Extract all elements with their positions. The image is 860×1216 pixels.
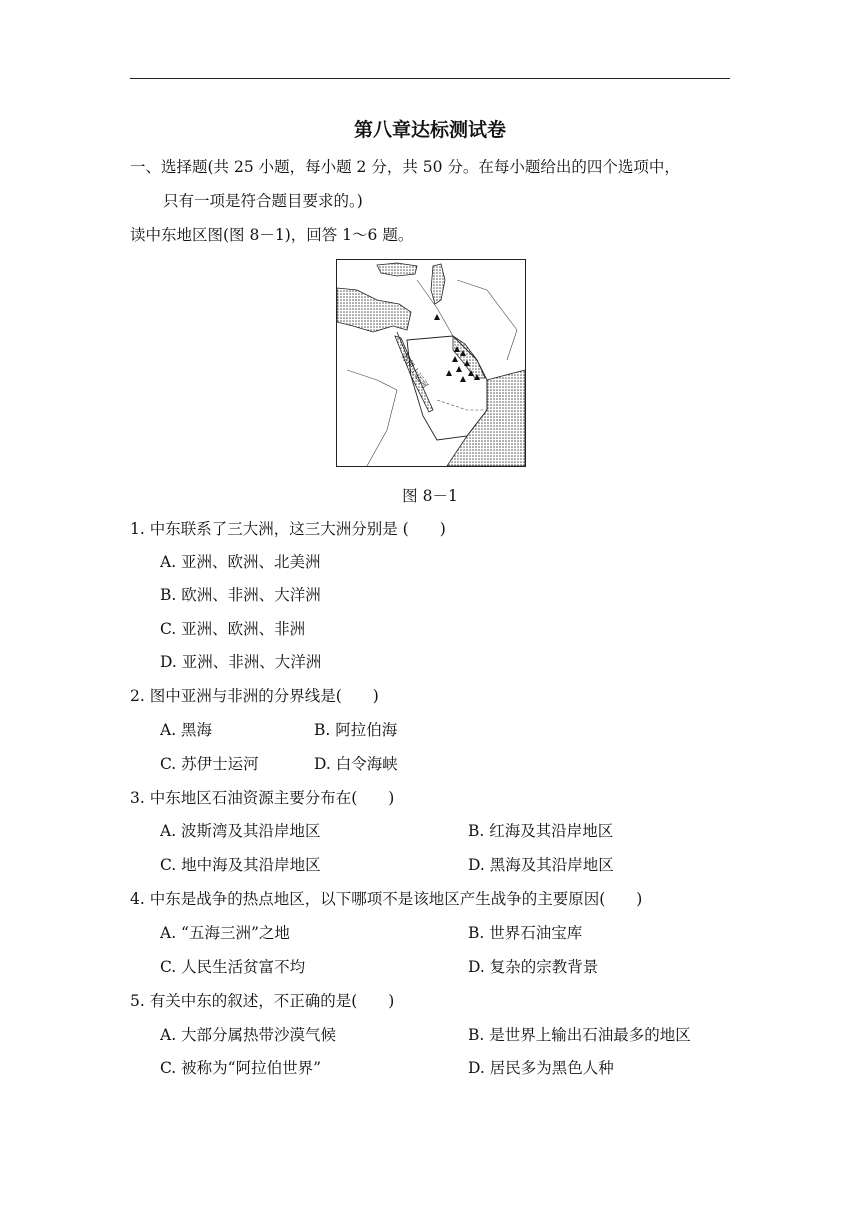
question-4-option-c: C. 人民生活贫富不均 <box>160 958 306 976</box>
question-4-option-b: B. 世界石油宝库 <box>468 924 583 942</box>
figure-caption: 图 8－1 <box>402 487 458 505</box>
intro-text: 读中东地区图(图 8－1)，回答 1～6 题。 <box>130 226 414 244</box>
question-2-option-b: B. 阿拉伯海 <box>314 721 398 739</box>
section-header-line1: 一、选择题(共 25 小题，每小题 2 分，共 50 分。在每小题给出的四个选项中， <box>130 158 680 176</box>
question-3-option-a: A. 波斯湾及其沿岸地区 <box>160 822 321 840</box>
question-2-option-c: C. 苏伊士运河 <box>160 755 259 773</box>
question-2-option-d: D. 白令海峡 <box>314 755 398 773</box>
question-1-option-d: D. 亚洲、非洲、大洋洲 <box>160 653 322 671</box>
question-1-option-b: B. 欧洲、非洲、大洋洲 <box>160 586 321 604</box>
question-5-option-a: A. 大部分属热带沙漠气候 <box>160 1026 337 1044</box>
question-2-stem: 2. 图中亚洲与非洲的分界线是( ) <box>130 687 379 705</box>
question-1-option-a: A. 亚洲、欧洲、北美洲 <box>160 553 321 571</box>
header-rule <box>130 78 730 79</box>
suez-canal-label: 苏伊士运河 <box>399 351 430 390</box>
middle-east-map <box>336 259 526 467</box>
question-3-option-b: B. 红海及其沿岸地区 <box>468 822 614 840</box>
question-2-option-a: A. 黑海 <box>160 721 213 739</box>
question-5-stem: 5. 有关中东的叙述，不正确的是( ) <box>130 992 395 1010</box>
question-5-option-d: D. 居民多为黑色人种 <box>468 1059 614 1077</box>
page-title: 第八章达标测试卷 <box>353 119 506 141</box>
question-1-stem: 1. 中东联系了三大洲，这三大洲分别是 ( ) <box>130 520 446 538</box>
question-3-option-d: D. 黑海及其沿岸地区 <box>468 856 614 874</box>
question-4-option-a: A. “五海三洲”之地 <box>160 924 290 942</box>
question-5-option-b: B. 是世界上输出石油最多的地区 <box>468 1026 691 1044</box>
question-4-option-d: D. 复杂的宗教背景 <box>468 958 599 976</box>
question-1-option-c: C. 亚洲、欧洲、非洲 <box>160 620 306 638</box>
question-4-stem: 4. 中东是战争的热点地区，以下哪项不是该地区产生战争的主要原因( ) <box>130 890 643 908</box>
question-3-option-c: C. 地中海及其沿岸地区 <box>160 856 321 874</box>
section-header-line2: 只有一项是符合题目要求的。) <box>163 192 363 210</box>
question-3-stem: 3. 中东地区石油资源主要分布在( ) <box>130 789 395 807</box>
question-5-option-c: C. 被称为“阿拉伯世界” <box>160 1059 322 1077</box>
